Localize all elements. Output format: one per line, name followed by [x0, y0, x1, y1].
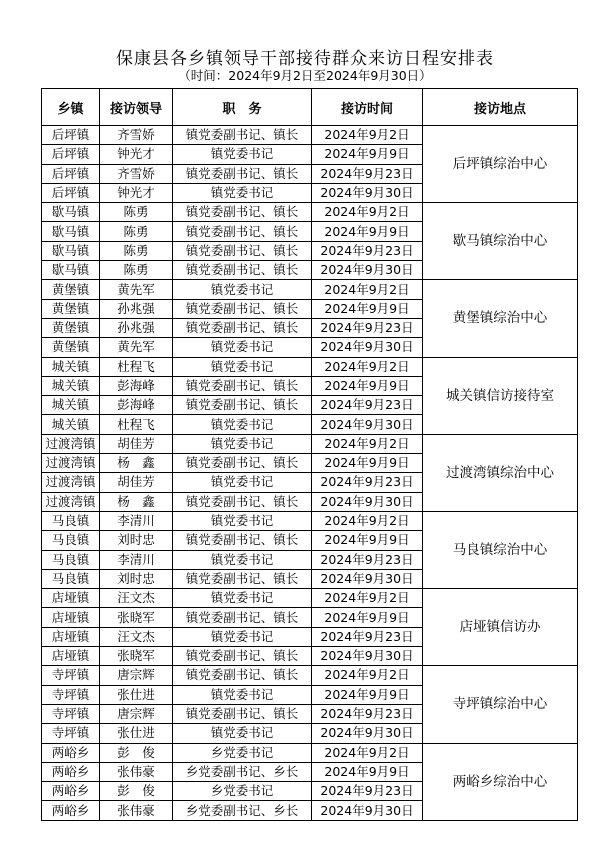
date-cell: 2024年9月23日: [312, 164, 423, 183]
township-cell: 马良镇: [42, 511, 100, 530]
date-cell: 2024年9月2日: [312, 589, 423, 608]
date-cell: 2024年9月9日: [312, 299, 423, 318]
location-cell: 两峪乡综治中心: [423, 743, 578, 820]
position-cell: 乡党委书记: [173, 743, 312, 762]
location-cell: 过渡湾镇综治中心: [423, 434, 578, 511]
leader-cell: 陈勇: [100, 261, 173, 280]
location-cell: 后坪镇综治中心: [423, 126, 578, 203]
township-cell: 店垭镇: [42, 647, 100, 666]
date-cell: 2024年9月9日: [312, 145, 423, 164]
township-cell: 后坪镇: [42, 183, 100, 202]
position-cell: 镇党委副书记、镇长: [173, 666, 312, 685]
table-header-row: [42, 89, 578, 126]
leader-cell: 齐雪娇: [100, 164, 173, 183]
position-cell: 镇党委书记: [173, 685, 312, 704]
township-cell: 寺坪镇: [42, 704, 100, 723]
township-cell: 黄堡镇: [42, 299, 100, 318]
leader-cell: 张晓军: [100, 647, 173, 666]
position-cell: 镇党委书记: [173, 145, 312, 164]
table-row: [42, 280, 578, 299]
position-cell: 镇党委书记: [173, 357, 312, 376]
location-cell: 店垭镇信访办: [423, 589, 578, 666]
leader-cell: 彭海峰: [100, 376, 173, 395]
leader-cell: 李清川: [100, 511, 173, 530]
leader-cell: 彭 俊: [100, 743, 173, 762]
date-cell: 2024年9月9日: [312, 222, 423, 241]
leader-cell: 汪文杰: [100, 627, 173, 646]
date-cell: 2024年9月30日: [312, 183, 423, 202]
position-cell: 镇党委书记: [173, 550, 312, 569]
position-cell: 镇党委副书记、镇长: [173, 222, 312, 241]
township-cell: 黄堡镇: [42, 338, 100, 357]
position-cell: 镇党委书记: [173, 473, 312, 492]
date-cell: 2024年9月9日: [312, 762, 423, 781]
table-body: [42, 126, 578, 821]
date-cell: 2024年9月23日: [312, 318, 423, 337]
date-cell: 2024年9月23日: [312, 627, 423, 646]
date-cell: 2024年9月9日: [312, 608, 423, 627]
township-cell: 后坪镇: [42, 126, 100, 145]
township-cell: 过渡湾镇: [42, 434, 100, 453]
date-cell: 2024年9月30日: [312, 801, 423, 820]
township-cell: 歇马镇: [42, 261, 100, 280]
date-cell: 2024年9月30日: [312, 724, 423, 743]
date-cell: 2024年9月23日: [312, 550, 423, 569]
leader-cell: 刘时忠: [100, 569, 173, 588]
date-range-subtitle: （时间：2024年9月2日至2024年9月30日）: [178, 68, 432, 83]
location-cell: 城关镇信访接待室: [423, 357, 578, 434]
leader-cell: 张仕进: [100, 724, 173, 743]
leader-cell: 孙兆强: [100, 318, 173, 337]
table-row: [42, 589, 578, 608]
leader-cell: 杨 鑫: [100, 492, 173, 511]
leader-cell: 陈勇: [100, 203, 173, 222]
position-cell: 镇党委副书记、镇长: [173, 126, 312, 145]
date-cell: 2024年9月2日: [312, 666, 423, 685]
position-cell: 镇党委书记: [173, 627, 312, 646]
position-cell: 乡党委书记: [173, 782, 312, 801]
township-cell: 歇马镇: [42, 222, 100, 241]
township-cell: 店垭镇: [42, 589, 100, 608]
position-cell: 镇党委副书记、镇长: [173, 299, 312, 318]
location-cell: 寺坪镇综治中心: [423, 666, 578, 743]
position-cell: 镇党委副书记、镇长: [173, 608, 312, 627]
leader-cell: 齐雪娇: [100, 126, 173, 145]
position-cell: 镇党委书记: [173, 724, 312, 743]
position-cell: 镇党委书记: [173, 415, 312, 434]
leader-cell: 杜程飞: [100, 415, 173, 434]
township-cell: 店垭镇: [42, 608, 100, 627]
township-cell: 后坪镇: [42, 145, 100, 164]
page-title: 保康县各乡镇领导干部接待群众来访日程安排表: [116, 49, 494, 69]
leader-cell: 胡佳芳: [100, 434, 173, 453]
date-cell: 2024年9月23日: [312, 473, 423, 492]
township-cell: 歇马镇: [42, 241, 100, 260]
township-cell: 过渡湾镇: [42, 473, 100, 492]
table-row: [42, 743, 578, 762]
leader-cell: 李清川: [100, 550, 173, 569]
leader-cell: 张仕进: [100, 685, 173, 704]
position-cell: 镇党委书记: [173, 434, 312, 453]
position-cell: 镇党委副书记、镇长: [173, 396, 312, 415]
table-row: [42, 511, 578, 530]
date-cell: 2024年9月30日: [312, 569, 423, 588]
township-cell: 店垭镇: [42, 627, 100, 646]
township-cell: 后坪镇: [42, 164, 100, 183]
table-row: [42, 434, 578, 453]
township-cell: 歇马镇: [42, 203, 100, 222]
leader-cell: 张伟豪: [100, 801, 173, 820]
date-cell: 2024年9月2日: [312, 126, 423, 145]
leader-cell: 陈勇: [100, 222, 173, 241]
date-cell: 2024年9月30日: [312, 415, 423, 434]
leader-cell: 刘时忠: [100, 531, 173, 550]
leader-cell: 陈勇: [100, 241, 173, 260]
position-cell: 镇党委副书记、镇长: [173, 318, 312, 337]
position-cell: 镇党委副书记、镇长: [173, 704, 312, 723]
leader-cell: 彭海峰: [100, 396, 173, 415]
header-position: 职 务: [173, 89, 312, 126]
table-row: [42, 666, 578, 685]
schedule-table: [41, 88, 578, 821]
date-cell: 2024年9月23日: [312, 782, 423, 801]
leader-cell: 杨 鑫: [100, 454, 173, 473]
position-cell: 镇党委书记: [173, 511, 312, 530]
date-cell: 2024年9月30日: [312, 492, 423, 511]
leader-cell: 黄先军: [100, 338, 173, 357]
position-cell: 乡党委副书记、乡长: [173, 801, 312, 820]
table-row: [42, 203, 578, 222]
location-cell: 黄堡镇综治中心: [423, 280, 578, 357]
date-cell: 2024年9月2日: [312, 743, 423, 762]
table-row: [42, 126, 578, 145]
leader-cell: 彭 俊: [100, 782, 173, 801]
township-cell: 黄堡镇: [42, 318, 100, 337]
date-cell: 2024年9月2日: [312, 280, 423, 299]
location-cell: 歇马镇综治中心: [423, 203, 578, 280]
position-cell: 镇党委副书记、镇长: [173, 241, 312, 260]
township-cell: 过渡湾镇: [42, 492, 100, 511]
position-cell: 镇党委书记: [173, 183, 312, 202]
leader-cell: 汪文杰: [100, 589, 173, 608]
date-cell: 2024年9月30日: [312, 647, 423, 666]
township-cell: 城关镇: [42, 357, 100, 376]
township-cell: 过渡湾镇: [42, 454, 100, 473]
township-cell: 马良镇: [42, 531, 100, 550]
date-cell: 2024年9月30日: [312, 261, 423, 280]
leader-cell: 张晓军: [100, 608, 173, 627]
leader-cell: 钟光才: [100, 145, 173, 164]
location-cell: 马良镇综治中心: [423, 511, 578, 588]
leader-cell: 黄先军: [100, 280, 173, 299]
township-cell: 两峪乡: [42, 762, 100, 781]
date-cell: 2024年9月2日: [312, 511, 423, 530]
township-cell: 寺坪镇: [42, 724, 100, 743]
date-cell: 2024年9月2日: [312, 434, 423, 453]
header-visit-date: 接访时间: [312, 89, 423, 126]
position-cell: 乡党委副书记、乡长: [173, 762, 312, 781]
leader-cell: 胡佳芳: [100, 473, 173, 492]
leader-cell: 杜程飞: [100, 357, 173, 376]
leader-cell: 孙兆强: [100, 299, 173, 318]
date-cell: 2024年9月23日: [312, 704, 423, 723]
date-cell: 2024年9月23日: [312, 396, 423, 415]
position-cell: 镇党委书记: [173, 338, 312, 357]
date-cell: 2024年9月23日: [312, 241, 423, 260]
header-leader: 接访领导: [100, 89, 173, 126]
position-cell: 镇党委副书记、镇长: [173, 492, 312, 511]
date-cell: 2024年9月30日: [312, 338, 423, 357]
leader-cell: 钟光才: [100, 183, 173, 202]
position-cell: 镇党委副书记、镇长: [173, 203, 312, 222]
township-cell: 两峪乡: [42, 782, 100, 801]
township-cell: 马良镇: [42, 569, 100, 588]
leader-cell: 唐宗辉: [100, 666, 173, 685]
position-cell: 镇党委副书记、镇长: [173, 454, 312, 473]
date-cell: 2024年9月2日: [312, 203, 423, 222]
position-cell: 镇党委书记: [173, 280, 312, 299]
leader-cell: 唐宗辉: [100, 704, 173, 723]
date-cell: 2024年9月9日: [312, 454, 423, 473]
header-location: 接访地点: [423, 89, 578, 126]
position-cell: 镇党委副书记、镇长: [173, 647, 312, 666]
township-cell: 两峪乡: [42, 743, 100, 762]
position-cell: 镇党委副书记、镇长: [173, 261, 312, 280]
position-cell: 镇党委副书记、镇长: [173, 376, 312, 395]
township-cell: 两峪乡: [42, 801, 100, 820]
date-cell: 2024年9月2日: [312, 357, 423, 376]
table-row: [42, 357, 578, 376]
township-cell: 城关镇: [42, 376, 100, 395]
header-township: 乡镇: [42, 89, 100, 126]
leader-cell: 张伟豪: [100, 762, 173, 781]
date-cell: 2024年9月9日: [312, 376, 423, 395]
position-cell: 镇党委副书记、镇长: [173, 531, 312, 550]
position-cell: 镇党委副书记、镇长: [173, 164, 312, 183]
township-cell: 马良镇: [42, 550, 100, 569]
township-cell: 黄堡镇: [42, 280, 100, 299]
position-cell: 镇党委副书记、镇长: [173, 569, 312, 588]
township-cell: 寺坪镇: [42, 685, 100, 704]
township-cell: 城关镇: [42, 396, 100, 415]
position-cell: 镇党委书记: [173, 589, 312, 608]
township-cell: 城关镇: [42, 415, 100, 434]
date-cell: 2024年9月9日: [312, 531, 423, 550]
township-cell: 寺坪镇: [42, 666, 100, 685]
date-cell: 2024年9月9日: [312, 685, 423, 704]
